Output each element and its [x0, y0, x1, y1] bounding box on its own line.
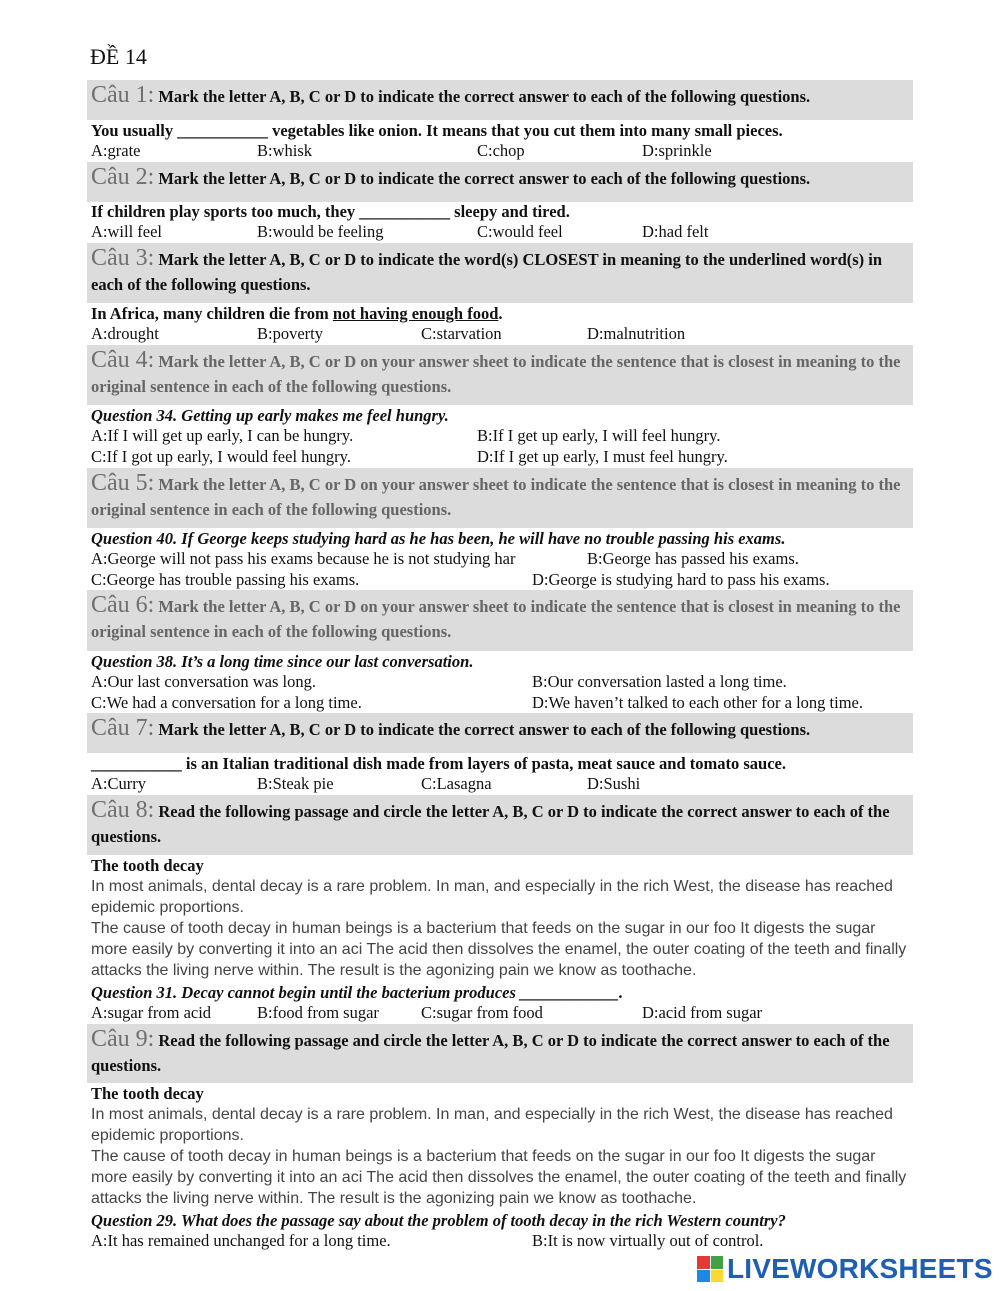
section-number: Câu 2: [91, 164, 155, 190]
option-b[interactable]: B:Steak pie [257, 774, 334, 793]
page-title: ĐỀ 14 [90, 44, 147, 69]
section-instruction: Mark the letter A, B, C or D to indicate the word(s) CLOSEST in meaning to the underlined word(s) in each of the following questions. [91, 250, 883, 294]
section-number: Câu 3: [91, 245, 155, 271]
logo-icon [697, 1256, 723, 1282]
question-text: Question 31. Decay cannot begin until the bacterium produces ____________. [91, 983, 624, 1002]
section-instruction: Mark the letter A, B, C or D on your answer sheet to indicate the sentence that is closest in meaning to the original sentence in each of the following questions. [91, 597, 901, 641]
option-d[interactable]: D:malnutrition [587, 324, 686, 343]
option-c[interactable]: C:starvation [421, 324, 502, 343]
section-header-8 [87, 795, 913, 855]
option-c[interactable]: C:chop [477, 141, 525, 160]
option-a[interactable]: A:George will not pass his exams because he is not studying har [91, 549, 516, 568]
question-text: Question 38. It’s a long time since our last conversation. [91, 652, 474, 671]
option-c[interactable]: C:would feel [477, 222, 563, 241]
section-number: Câu 6: [91, 592, 155, 618]
section-number: Câu 9: [91, 1026, 155, 1052]
section-number: Câu 7: [91, 715, 155, 741]
option-c[interactable]: C:We had a conversation for a long time. [91, 693, 362, 712]
question-text-end: . [498, 304, 503, 323]
logo-square [711, 1270, 724, 1283]
section-number: Câu 8: [91, 797, 155, 823]
question-text: You usually ___________ vegetables like onion. It means that you cut them into many small pieces. [91, 121, 783, 140]
passage-title: The tooth decay [91, 856, 204, 875]
option-a[interactable]: A:Our last conversation was long. [91, 672, 316, 691]
logo-text: LIVEWORKSHEETS [727, 1253, 993, 1284]
passage-title: The tooth decay [91, 1084, 204, 1103]
passage-paragraph: The cause of tooth decay in human beings is a bacterium that feeds on the sugar in our foo It digests the sugar more easily by converting it into an aci The acid then dissolves the enamel, the outer coating of the teeth and finally attacks the living nerve within. The result is the agonizing pain we know as toothache. [91, 920, 907, 979]
question-text: Question 29. What does the passage say about the problem of tooth decay in the rich Western country? [91, 1211, 786, 1230]
logo-square [711, 1256, 724, 1269]
question-text: ___________ is an Italian traditional dish made from layers of pasta, meat sauce and tomato sauce. [91, 754, 786, 773]
option-d[interactable]: D:acid from sugar [642, 1003, 763, 1022]
question-text-start: In Africa, many children die from [91, 304, 333, 323]
option-b[interactable]: B:whisk [257, 141, 313, 160]
option-c[interactable]: C:If I got up early, I would feel hungry. [91, 447, 351, 466]
question-text [91, 304, 503, 324]
logo-square [697, 1270, 710, 1283]
option-a[interactable]: A:If I will get up early, I can be hungry. [91, 426, 354, 445]
liveworksheets-logo [697, 1252, 993, 1286]
section-header-6 [87, 590, 913, 651]
section-number: Câu 4: [91, 347, 155, 373]
passage-paragraph: The cause of tooth decay in human beings is a bacterium that feeds on the sugar in our foo It digests the sugar more easily by converting it into an aci The acid then dissolves the enamel, the outer coating of the teeth and finally attacks the living nerve within. The result is the agonizing pain we know as toothache. [91, 1148, 907, 1207]
section-instruction: Mark the letter A, B, C or D on your answer sheet to indicate the sentence that is closest in meaning to the original sentence in each of the following questions. [91, 475, 901, 519]
option-c[interactable]: C:Lasagna [421, 774, 492, 793]
option-d[interactable]: D:Sushi [587, 774, 641, 793]
option-c[interactable]: C:sugar from food [421, 1003, 543, 1022]
option-b[interactable]: B:would be feeling [257, 222, 384, 241]
section-number: Câu 5: [91, 470, 155, 496]
section-instruction: Read the following passage and circle the letter A, B, C or D to indicate the correct answer to each of the questions. [91, 802, 890, 846]
option-b[interactable]: B:George has passed his exams. [587, 549, 799, 568]
option-d[interactable]: D:If I get up early, I must feel hungry. [477, 447, 728, 466]
option-a[interactable]: A:will feel [91, 222, 163, 241]
option-d[interactable]: D:sprinkle [642, 141, 712, 160]
question-text: If children play sports too much, they ___________ sleepy and tired. [91, 202, 570, 221]
section-instruction: Mark the letter A, B, C or D to indicate the correct answer to each of the following questions. [158, 87, 811, 106]
passage-paragraph: In most animals, dental decay is a rare problem. In man, and especially in the rich West, the disease has reached epidemic proportions. [91, 878, 893, 916]
section-header-9 [87, 1024, 913, 1083]
option-b[interactable]: B:Our conversation lasted a long time. [532, 672, 787, 691]
section-instruction: Read the following passage and circle the letter A, B, C or D to indicate the correct answer to each of the questions. [91, 1031, 890, 1075]
option-b[interactable]: B:poverty [257, 324, 323, 343]
option-d[interactable]: D:We haven’t talked to each other for a long time. [532, 693, 863, 712]
option-a[interactable]: A:grate [91, 141, 141, 160]
section-header-5 [87, 468, 913, 528]
section-header-7 [87, 713, 913, 753]
option-a[interactable]: A:sugar from acid [91, 1003, 212, 1022]
underlined-phrase: not having enough food [332, 304, 499, 323]
option-b[interactable]: B:food from sugar [257, 1003, 379, 1022]
section-header-4 [87, 345, 913, 405]
question-text: Question 34. Getting up early makes me feel hungry. [91, 406, 449, 425]
option-d[interactable]: D:had felt [642, 222, 709, 241]
logo-square [697, 1256, 710, 1269]
option-d[interactable]: D:George is studying hard to pass his exams. [532, 570, 830, 589]
option-a[interactable]: A:drought [91, 324, 159, 343]
section-instruction: Mark the letter A, B, C or D to indicate the correct answer to each of the following questions. [158, 720, 811, 739]
section-header-1 [87, 80, 913, 120]
section-number: Câu 1: [91, 82, 155, 108]
section-header-3 [87, 243, 913, 303]
option-a[interactable]: A:It has remained unchanged for a long time. [91, 1231, 391, 1250]
section-instruction: Mark the letter A, B, C or D to indicate the correct answer to each of the following questions. [158, 169, 811, 188]
section-instruction: Mark the letter A, B, C or D on your answer sheet to indicate the sentence that is closest in meaning to the original sentence in each of the following questions. [91, 352, 901, 396]
option-a[interactable]: A:Curry [91, 774, 146, 793]
section-header-2 [87, 162, 913, 202]
option-b[interactable]: B:It is now virtually out of control. [532, 1231, 764, 1250]
passage-paragraph: In most animals, dental decay is a rare problem. In man, and especially in the rich West, the disease has reached epidemic proportions. [91, 1106, 893, 1144]
option-c[interactable]: C:George has trouble passing his exams. [91, 570, 360, 589]
question-text: Question 40. If George keeps studying hard as he has been, he will have no trouble passing his exams. [91, 529, 786, 548]
option-b[interactable]: B:If I get up early, I will feel hungry. [477, 426, 721, 445]
